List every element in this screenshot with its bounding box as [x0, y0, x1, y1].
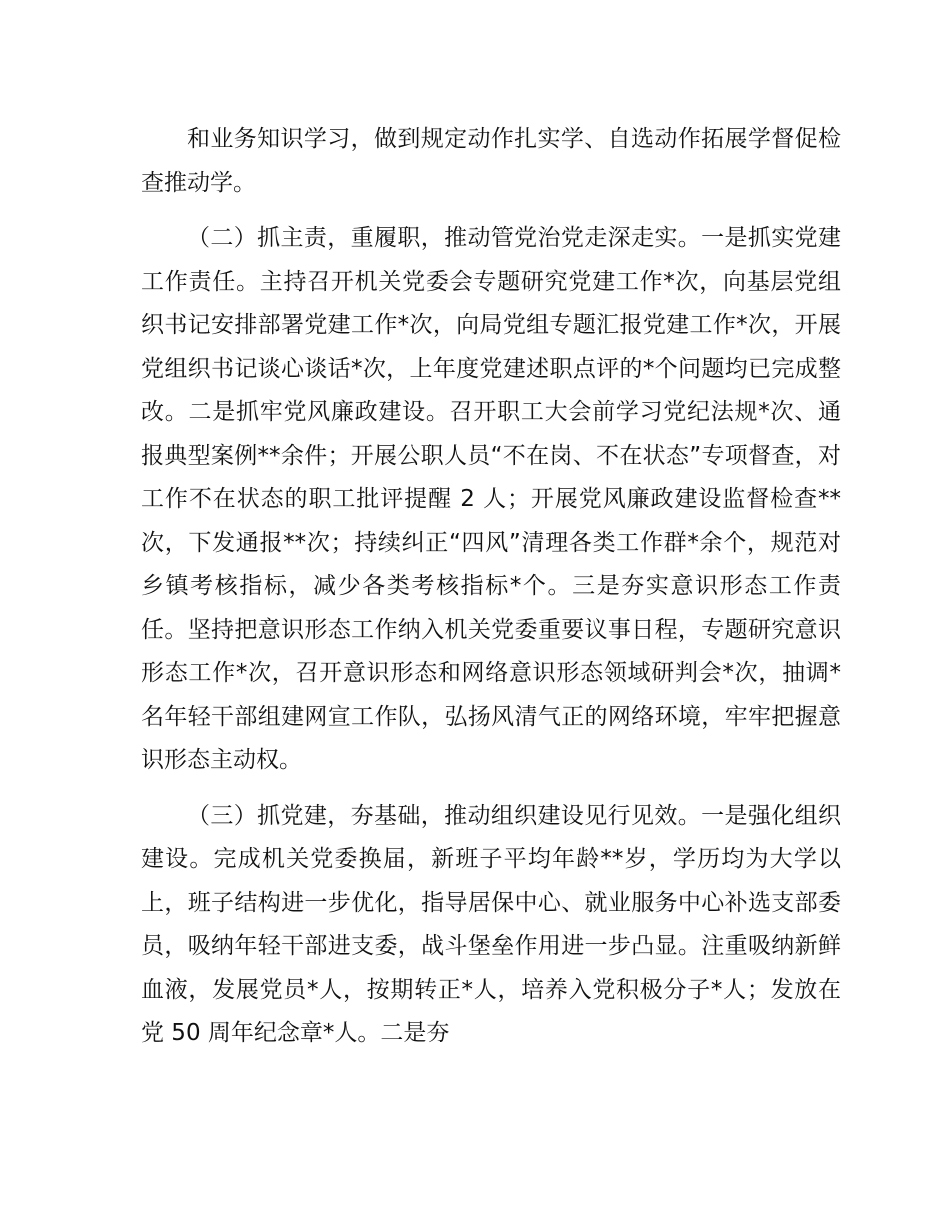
paragraph-study: 和业务知识学习，做到规定动作扎实学、自选动作拓展学督促检查推动学。 [141, 126, 841, 196]
paragraph-section-2: （二）抓主责，重履职，推动管党治党走深走实。一是抓实党建工作责任。主持召开机关党委会专题研究党建工作*次，向基层党组织书记安排部署党建工作*次，向局党组专题汇报党建工作*次，开展党组织书记谈心谈话*次，上年度党建述职点评的*个问题均已完成整改。二是抓牢党风廉政建设。召开职工大会前学习党纪法规*次、通报典型案例**余件；开展公职人员“不在岗、不在状态”专项督查，对工作不在状态的职工批评提醒 2 人；开展党风廉政建设监督检查**次，下发通报**次；持续纠正“四风”清理各类工作群*余个，规范对乡镇考核指标，减少各类考核指标*个。三是夯实意识形态工作责任。坚持把意识形态工作纳入机关党委重要议事日程，专题研究意识形态工作*次，召开意识形态和网络意识形态领域研判会*次，抽调*名年轻干部组建网宣工作队，弘扬风清气正的网络环境，牢牢把握意识形态主动权。 [141, 225, 841, 773]
paragraph-section-3: （三）抓党建，夯基础，推动组织建设见行见效。一是强化组织建设。完成机关党委换届，新班子平均年龄**岁，学历均为大学以上，班子结构进一步优化，指导居保中心、就业服务中心补选支部委员，吸纳年轻干部进支委，战斗堡垒作用进一步凸显。注重吸纳新鲜血液，发展党员*人，按期转正*人，培养入党积极分子*人；发放在党 50 周年纪念章*人。二是夯 [141, 802, 841, 1046]
document-body [141, 118, 841, 1068]
